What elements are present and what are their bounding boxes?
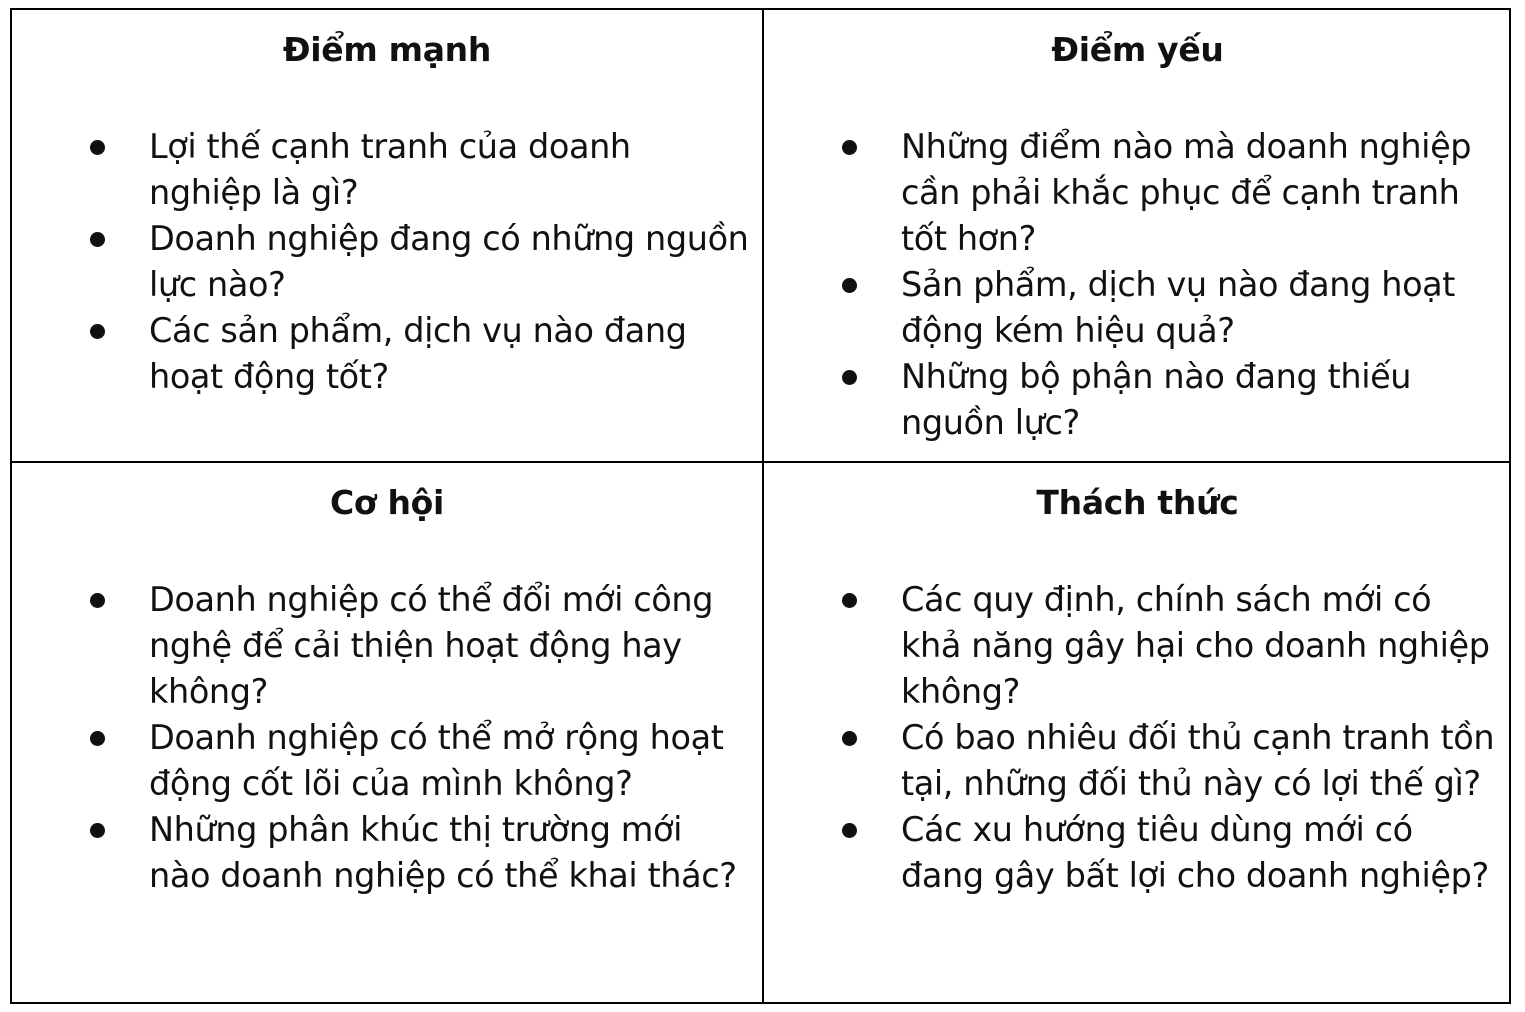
strengths-title: Điểm mạnh — [282, 30, 492, 69]
strengths-list — [12, 124, 762, 400]
list-item — [12, 807, 762, 899]
bullet-icon — [90, 140, 105, 155]
list-item — [764, 354, 1511, 446]
list-item-text: Doanh nghiệp có thể đổi mới công nghệ để cải thiện hoạt động hay không? — [149, 580, 714, 711]
list-item-text: Các sản phẩm, dịch vụ nào đang hoạt động tốt? — [149, 311, 687, 396]
list-item-text: Các xu hướng tiêu dùng mới có đang gây bất lợi cho doanh nghiệp? — [901, 810, 1489, 895]
list-item — [764, 807, 1511, 899]
bullet-icon — [842, 370, 857, 385]
opportunities-title: Cơ hội — [329, 483, 445, 522]
list-item-text: Những phân khúc thị trường mới nào doanh nghiệp có thể khai thác? — [149, 810, 737, 895]
list-item — [12, 308, 762, 400]
weaknesses-title: Điểm yếu — [1051, 30, 1224, 69]
bullet-icon — [842, 823, 857, 838]
bullet-icon — [90, 731, 105, 746]
bullet-icon — [90, 324, 105, 339]
list-item — [764, 262, 1511, 354]
bullet-icon — [842, 593, 857, 608]
list-item-text: Các quy định, chính sách mới có khả năng gây hại cho doanh nghiệp không? — [901, 580, 1490, 711]
threats-cell — [762, 461, 1511, 1002]
list-item-text: Sản phẩm, dịch vụ nào đang hoạt động kém hiệu quả? — [901, 265, 1456, 350]
bullet-icon — [90, 823, 105, 838]
threats-title: Thách thức — [1036, 483, 1239, 522]
list-item — [764, 577, 1511, 715]
list-item — [12, 124, 762, 216]
bullet-icon — [90, 593, 105, 608]
threats-list — [764, 577, 1511, 899]
strengths-cell — [12, 10, 762, 461]
list-item — [764, 715, 1511, 807]
list-item — [12, 577, 762, 715]
list-item-text: Lợi thế cạnh tranh của doanh nghiệp là gì? — [149, 127, 631, 212]
swot-table — [10, 8, 1511, 1004]
opportunities-cell — [12, 461, 762, 1002]
list-item — [12, 216, 762, 308]
list-item-text: Những bộ phận nào đang thiếu nguồn lực? — [901, 357, 1412, 442]
list-item-text: Có bao nhiêu đối thủ cạnh tranh tồn tại, những đối thủ này có lợi thế gì? — [901, 718, 1495, 803]
bullet-icon — [842, 140, 857, 155]
weaknesses-cell — [762, 10, 1511, 461]
bullet-icon — [842, 278, 857, 293]
list-item-text: Những điểm nào mà doanh nghiệp cần phải khắc phục để cạnh tranh tốt hơn? — [901, 127, 1472, 258]
list-item-text: Doanh nghiệp có thể mở rộng hoạt động cốt lõi của mình không? — [149, 718, 724, 803]
bullet-icon — [90, 232, 105, 247]
weaknesses-list — [764, 124, 1511, 446]
list-item-text: Doanh nghiệp đang có những nguồn lực nào? — [149, 219, 749, 304]
opportunities-list — [12, 577, 762, 899]
list-item — [764, 124, 1511, 262]
bullet-icon — [842, 731, 857, 746]
list-item — [12, 715, 762, 807]
